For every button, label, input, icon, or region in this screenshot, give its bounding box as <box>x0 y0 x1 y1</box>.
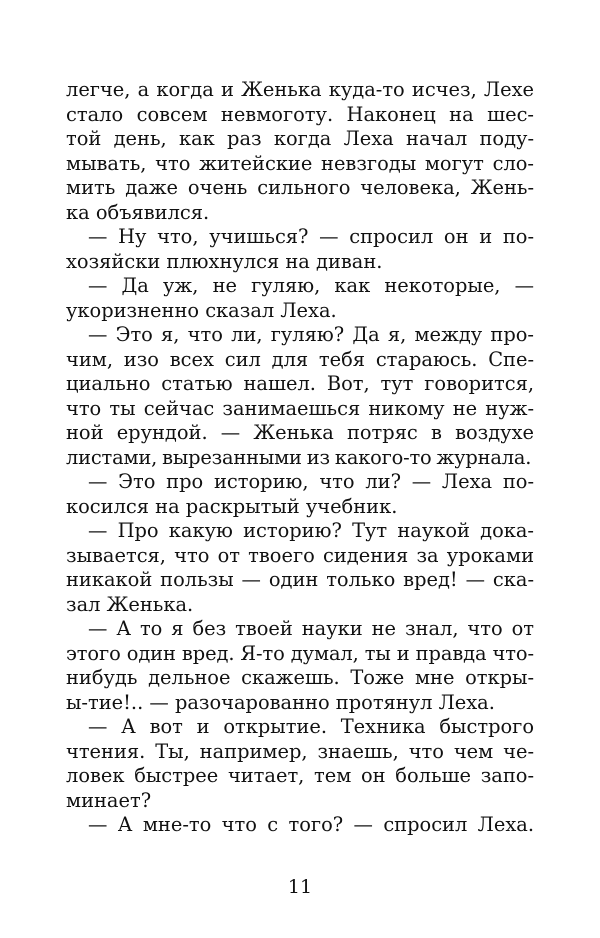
text-line: — Про какую историю? Тут наукой дока- <box>88 519 534 542</box>
body-text <box>66 78 534 838</box>
text-line: мить даже очень сильного человека, Жень- <box>66 176 534 199</box>
text-line: ной ерундой. — Женька потряс в воздухе <box>66 421 534 444</box>
text-line: ы-тие!.. — разочарованно протянул Леха. <box>66 690 495 714</box>
text-line: — Это про историю, что ли? — Леха по- <box>88 470 534 493</box>
text-line: минает? <box>66 788 152 812</box>
text-line: — Это я, что ли, гуляю? Да я, между про- <box>88 323 534 346</box>
text-line: косился на раскрытый учебник. <box>66 494 398 518</box>
text-line: — А то я без твоей науки не знал, что от <box>88 617 534 640</box>
text-line: чим, изо всех сил для тебя стараюсь. Спе- <box>66 347 534 371</box>
text-line: — Да уж, не гуляю, как некоторые, — <box>88 274 534 297</box>
text-line: — А вот и открытие. Техника быстрого <box>88 715 534 738</box>
text-line: — Ну что, учишься? — спросил он и по- <box>88 225 534 248</box>
text-line: чтения. Ты, например, знаешь, что чем че- <box>66 739 534 763</box>
text-line: листами, вырезанными из какого-то журнала. <box>66 445 532 469</box>
text-line: легче, а когда и Женька куда-то исчез, Лехе <box>66 78 534 101</box>
text-line: циально статью нашел. Вот, тут говорится, <box>66 372 534 395</box>
text-line: — А мне-то что с того? — спросил Леха. <box>88 813 534 836</box>
text-line: ка объявился. <box>66 200 210 224</box>
text-line: хозяйски плюхнулся на диван. <box>66 249 383 273</box>
text-line: укоризненно сказал Леха. <box>66 298 337 322</box>
text-line: что ты сейчас занимаешься никому не нуж- <box>66 396 534 420</box>
text-line: той день, как раз когда Леха начал поду- <box>66 127 534 150</box>
text-line: нибудь дельное скажешь. Тоже мне откры- <box>66 666 534 689</box>
page-number: 11 <box>287 876 313 898</box>
text-line: мывать, что житейские невзгоды могут сло- <box>66 151 534 175</box>
text-line: ловек быстрее читает, тем он больше запо- <box>66 764 534 787</box>
text-line: никакой пользы — один только вред! — ска- <box>66 568 534 591</box>
text-line: зал Женька. <box>66 592 194 616</box>
text-line: этого один вред. Я-то думал, ты и правда что- <box>66 641 534 665</box>
text-line: стало совсем невмоготу. Наконец на шес- <box>66 102 534 126</box>
text-line: зывается, что от твоего сидения за уроками <box>66 543 534 567</box>
